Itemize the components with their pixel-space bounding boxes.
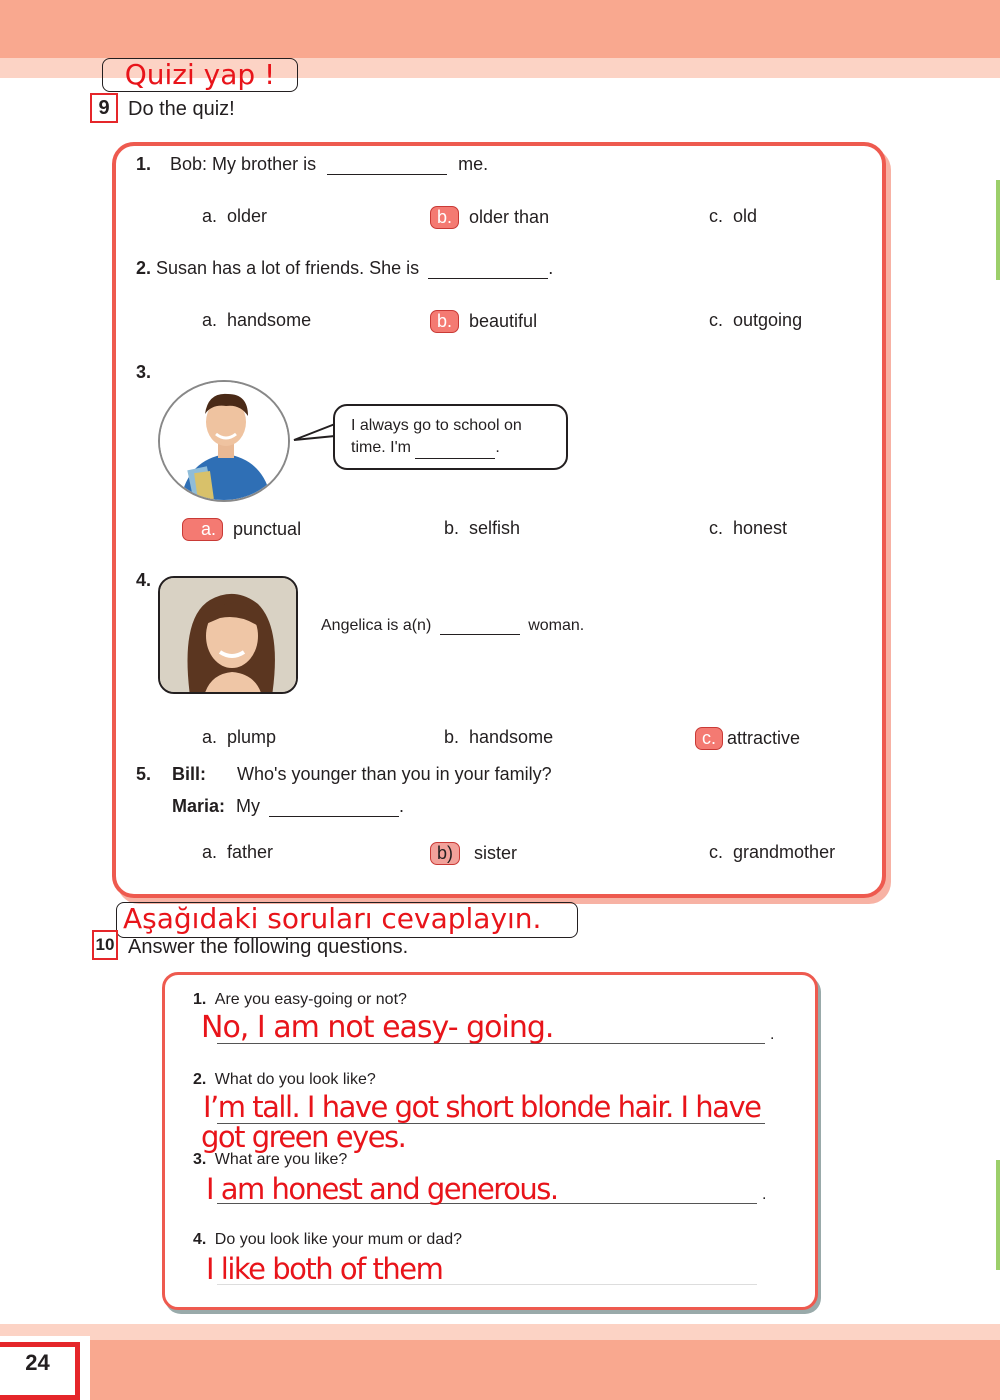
answer-blank [327,159,447,175]
quiz-option-4c[interactable]: c. attractive [695,727,800,750]
answer-text-4: I like both of them [206,1252,443,1286]
boy-student-image [158,380,290,502]
quiz-option-1a[interactable]: a. older [202,206,268,226]
selected-marker: a. [182,518,223,541]
header-band [0,0,1000,58]
selected-marker: c. [695,727,723,750]
answer-blank [428,263,548,279]
quiz-option-3a[interactable]: a. punctual [182,518,301,541]
selected-marker: b. [430,206,459,229]
selected-marker: b) [430,842,460,865]
quiz-question-4: 4. [136,570,152,590]
woman-illustration [160,578,298,694]
quiz-question-2 [136,258,553,279]
answer-text-1: No, I am not easy- going. [201,1010,554,1045]
dialogue-line: My [236,796,261,816]
quiz-question-1 [136,154,488,175]
answer-question-4: 4. Do you look like your mum or dad? [193,1231,463,1248]
bubble-line-2: time. I'm . [351,437,550,459]
question-text-end: me. [458,154,489,174]
dialogue-line: Who's younger than you in your family? [237,764,552,784]
quiz-option-5c[interactable]: c. grandmother [709,842,836,862]
page-number: 24 [25,1350,50,1375]
question-number: 5. [136,764,152,784]
boy-illustration [160,382,290,502]
quiz-option-2a[interactable]: a. handsome [202,310,312,330]
answer-blank [415,445,495,459]
speaker-name: Bill: [172,764,207,784]
question-text: Bob: My brother is [170,154,317,174]
exercise10-annotation: Aşağıdaki soruları cevaplayın. [116,902,578,938]
quiz-question-5 [136,764,552,785]
quiz-option-3b[interactable]: b. selfish [444,518,521,538]
quiz-option-1c[interactable]: c. old [709,206,758,226]
woman-photo [158,576,298,694]
answer-text-2-line2: got green eyes. [201,1120,406,1154]
answer-blank [440,622,520,635]
answer-line-end: . [762,1186,767,1203]
quiz-question-3: 3. [136,362,152,382]
answer-question-3: 3. What are you like? [193,1151,348,1168]
answer-blank [269,801,399,817]
exercise9-title: Do the quiz! [128,98,235,120]
footer-band-light [0,1324,1000,1340]
selected-marker: b. [430,310,459,333]
page-edge-tab [996,1160,1000,1270]
question-number: 1. [136,154,152,174]
quiz-option-2c[interactable]: c. outgoing [709,310,803,330]
question-number: 2. [136,258,152,278]
answer-text-3: I am honest and generous. [206,1172,558,1206]
question-text-end: . [548,258,554,278]
quiz-question-5-reply: Maria: My . [172,796,405,816]
exercise10-title: Answer the following questions. [128,936,409,958]
exercise9-number: 9 [90,93,118,123]
exercise10-number: 10 [92,930,118,960]
page-edge-tab [996,180,1000,280]
quiz-option-5a[interactable]: a. father [202,842,274,862]
footer-band [0,1340,1000,1400]
quiz-option-4a[interactable]: a. plump [202,727,277,747]
answer-line-end: . [770,1026,775,1043]
bubble-line-1: I always go to school on [351,417,522,434]
quiz-option-2b[interactable]: b. beautiful [430,310,537,333]
quiz-option-5b[interactable]: b) sister [430,842,517,865]
exercise9-annotation: Quizi yap ! [102,58,298,92]
quiz-question-4-text: Angelica is a(n) woman. [321,617,585,634]
answer-text-2-line1: I’m tall. I have got short blonde hair. I have [203,1090,761,1124]
quiz-option-1b[interactable]: b. older than [430,206,549,229]
question-text: Susan has a lot of friends. She is [156,258,420,278]
speaker-name: Maria: [172,796,226,816]
quiz-option-4b[interactable]: b. handsome [444,727,554,747]
speech-bubble [333,404,568,470]
answer-question-2: 2. What do you look like? [193,1071,376,1088]
answer-question-1: 1. Are you easy-going or not? [193,991,407,1008]
quiz-option-3c[interactable]: c. honest [709,518,788,538]
